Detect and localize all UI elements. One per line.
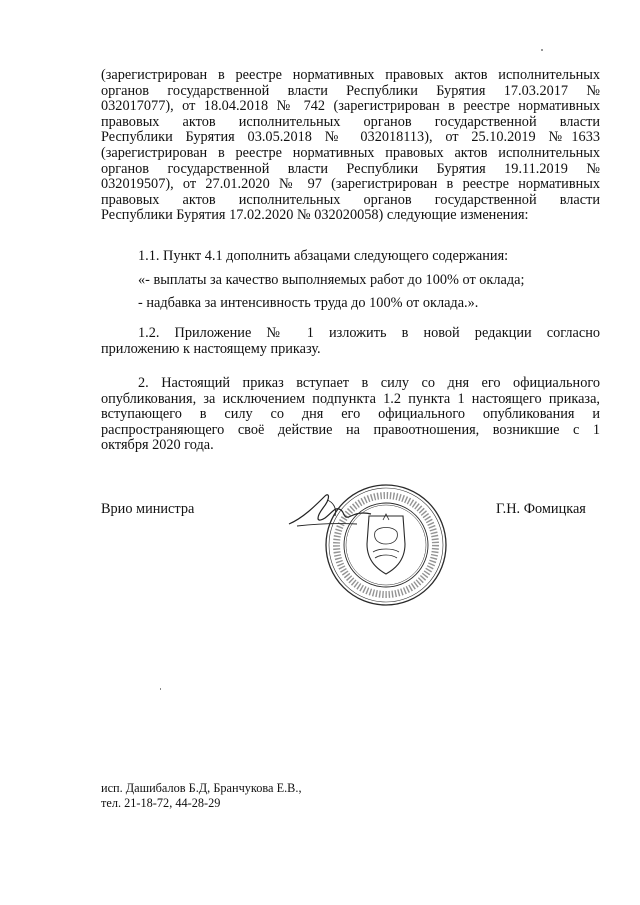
signatory-name: Г.Н. Фомицкая	[496, 501, 586, 517]
text-line: 1.2. Приложение № 1 изложить в новой редакции согласно	[138, 325, 600, 341]
scan-speck	[160, 688, 161, 690]
text-line: октября 2020 года.	[101, 437, 214, 454]
text-line: опубликования, за исключением подпункта 1.2 пункта 1 настоящего приказа,	[101, 390, 600, 407]
text-line: 1.1. Пункт 4.1 дополнить абзацами следующего содержания:	[138, 248, 509, 264]
text-line: вступающего в силу со дня его официального опубликования и	[101, 406, 600, 423]
scan-speck	[541, 49, 543, 51]
text-line: 032019507), от 27.01.2020 № 97 (зарегистрирован в реестре нормативных	[101, 176, 600, 193]
text-line: - надбавка за интенсивность труда до 100% от оклада.».	[138, 295, 479, 311]
item-2	[101, 376, 600, 454]
text-line: распространяющего своё действие на правоотношения, возникшие с 1	[101, 421, 600, 438]
opening-paragraph	[101, 68, 600, 224]
text-line: 2. Настоящий приказ вступает в силу со дня его официального	[138, 375, 600, 391]
footer	[101, 781, 302, 811]
phones-line: тел. 21-18-72, 44-28-29	[101, 796, 221, 810]
text-line: Республики Бурятия 17.02.2020 № 032020058) следующие изменения:	[101, 207, 529, 224]
text-line: 032017077), от 18.04.2018 № 742 (зарегистрирован в реестре нормативных	[101, 98, 600, 115]
text-line: органов государственной власти Республики Бурятия 19.11.2019 №	[101, 160, 600, 177]
item-1-1	[101, 249, 600, 265]
round-seal-icon	[323, 482, 449, 608]
quote-line-1	[101, 273, 600, 289]
text-line: приложению к настоящему приказу.	[101, 340, 321, 357]
text-line: правовых актов исполнительных органов государственной власти	[101, 113, 600, 130]
signatory-position: Врио министра	[101, 501, 195, 517]
text-line: органов государственной власти Республики Бурятия 17.03.2017 №	[101, 82, 600, 99]
text-line: (зарегистрирован в реестре нормативных правовых актов исполнительных	[101, 144, 600, 161]
text-line: правовых актов исполнительных органов государственной власти	[101, 191, 600, 208]
quote-line-2	[101, 296, 600, 312]
text-line: «- выплаты за качество выполняемых работ до 100% от оклада;	[138, 272, 525, 288]
text-line: (зарегистрирован в реестре нормативных правовых актов исполнительных	[101, 67, 600, 83]
executors-line: исп. Дашибалов Б.Д, Бранчукова Е.В.,	[101, 781, 302, 795]
text-line: Республики Бурятия 03.05.2018 № 032018113), от 25.10.2019 №1633	[101, 129, 600, 146]
item-1-2	[101, 326, 600, 357]
